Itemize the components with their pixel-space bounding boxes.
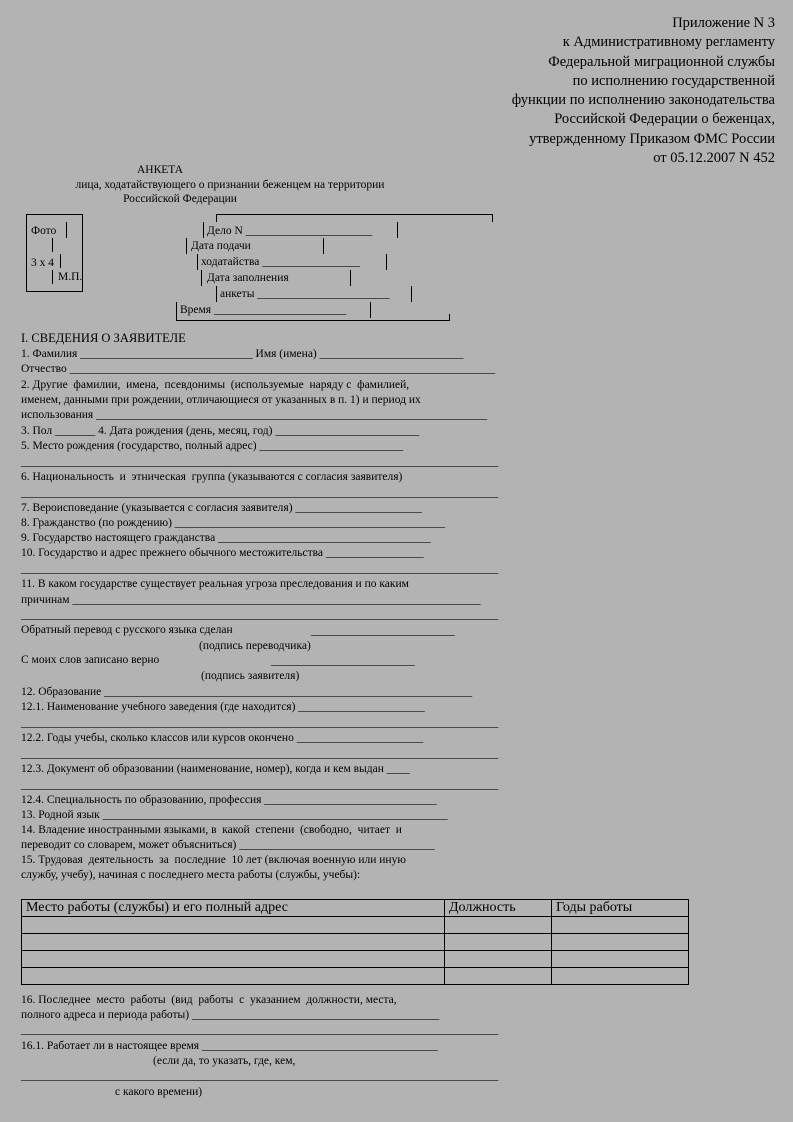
work-history-table [21, 899, 689, 985]
appendix-header [512, 14, 775, 168]
appendix-line: функции по исполнению законодательства [511, 92, 775, 109]
table-header-row [22, 900, 689, 917]
since-when-caption: с какого времени) [115, 1086, 203, 1098]
blank-line: ___________________________________________________________________________________ [21, 563, 499, 575]
table-cell[interactable] [445, 951, 552, 968]
column-header: Годы работы [552, 900, 689, 917]
table-cell[interactable] [22, 917, 445, 934]
former-residence-field: 10. Государство и адрес прежнего обычного местожительства _________________ [21, 547, 424, 559]
blank-line: ___________________________________________________________________________________ [21, 748, 499, 760]
appendix-line: от 05.12.2007 N 452 [653, 150, 775, 167]
native-language-field: 13. Родной язык ____________________________________________________________ [21, 809, 448, 821]
profession-field: 12.4. Специальность по образованию, профессия ______________________________ [21, 794, 437, 806]
form-text: 16. Последнее место работы (вид работы с указанием должности, места, [21, 994, 397, 1006]
appendix-line: Российской Федерации о беженцах, [554, 111, 775, 128]
photo-size: 3 x 4 [31, 257, 54, 269]
form-subtitle-2: Российской Федерации [123, 193, 237, 205]
blank-line: ___________________________________________________________________________________ [21, 779, 499, 791]
stamp-border [216, 214, 217, 222]
blank-line: ___________________________________________________________________________________ [21, 487, 499, 499]
citizenship-current-field: 9. Государство настоящего гражданства _____________________________________ [21, 532, 431, 544]
table-row [22, 968, 689, 985]
translator-signature-line: _________________________ [311, 625, 455, 637]
stamp-border-bottom [176, 320, 450, 321]
stamp-border [216, 286, 217, 302]
surname-name-field: 1. Фамилия ______________________________ Имя (имена) _________________________ [21, 348, 464, 360]
form-title: АНКЕТА [136, 164, 184, 176]
table-cell[interactable] [445, 934, 552, 951]
recorded-label: С моих слов записано верно [21, 654, 160, 666]
blank-line: ___________________________________________________________________________________ [21, 1024, 499, 1036]
currently-working-caption: (если да, то указать, где, кем, [153, 1055, 296, 1067]
photo-divider [52, 270, 53, 284]
applicant-signature-caption: (подпись заявителя) [201, 670, 300, 682]
date-filed-label: Дата подачи [191, 240, 251, 252]
table-cell[interactable] [552, 968, 689, 985]
date-filled-label: Дата заполнения [207, 272, 289, 284]
column-header: Место работы (службы) и его полный адрес [22, 900, 445, 917]
column-header: Должность [445, 900, 552, 917]
table-cell[interactable] [22, 968, 445, 985]
applicant-signature-line: _________________________ [271, 655, 415, 667]
petition-date-field: ходатайства _________________ [201, 256, 360, 268]
currently-working-field: 16.1. Работает ли в настоящее время _________________________________________ [21, 1040, 438, 1052]
patronymic-field: Отчество __________________________________________________________________________ [21, 363, 496, 375]
education-field: 12. Образование ________________________________________________________________ [21, 686, 473, 698]
appendix-line: по исполнению государственной [572, 72, 775, 89]
case-number-field: Дело N ______________________ [207, 225, 373, 237]
photo-label: Фото [31, 225, 57, 237]
table-cell[interactable] [552, 934, 689, 951]
stamp-border [197, 254, 198, 270]
table-cell[interactable] [22, 934, 445, 951]
stamp-border [397, 222, 398, 238]
photo-divider [52, 238, 53, 252]
stamp-place-label: М.П. [58, 271, 83, 283]
appendix-line: Приложение N 3 [672, 15, 775, 31]
photo-divider [66, 222, 67, 238]
appendix-line: к Административному регламенту [562, 34, 775, 51]
sex-birthdate-field: 3. Пол _______ 4. Дата рождения (день, месяц, год) _________________________ [21, 425, 420, 437]
blank-line: ___________________________________________________________________________________ [21, 717, 499, 729]
section-title: I. СВЕДЕНИЯ О ЗАЯВИТЕЛЕ [21, 331, 186, 345]
photo-divider [60, 254, 61, 268]
stamp-border [370, 302, 371, 318]
table-cell[interactable] [445, 917, 552, 934]
stamp-border [492, 214, 493, 222]
nationality-field: 6. Национальность и этническая группа (указываются с согласия заявителя) [21, 471, 403, 483]
study-years-field: 12.2. Годы учебы, сколько классов или курсов окончено ______________________ [21, 732, 424, 744]
stamp-border [203, 222, 204, 238]
translator-signature-caption: (подпись переводчика) [199, 640, 311, 652]
education-document-field: 12.3. Документ об образовании (наименование, номер), когда и кем выдан ____ [21, 763, 410, 775]
other-names-field: использования ____________________________________________________________________ [21, 409, 488, 421]
form-text: 15. Трудовая деятельность за последние 10 лет (включая военную или иную [21, 854, 406, 866]
stamp-border [411, 286, 412, 302]
form-subtitle-1: лица, ходатайствующего о признании беженцем на территории [75, 179, 385, 191]
table-cell[interactable] [445, 968, 552, 985]
stamp-border [386, 254, 387, 270]
stamp-border [350, 270, 351, 286]
blank-line: ___________________________________________________________________________________ [21, 1070, 499, 1082]
stamp-border [176, 302, 177, 320]
stamp-border-top [216, 214, 493, 215]
form-text: 2. Другие фамилии, имена, псевдонимы (используемые наряду с фамилией, [21, 379, 410, 391]
time-field: Время _______________________ [180, 304, 347, 316]
stamp-border [186, 238, 187, 254]
table-row [22, 917, 689, 934]
table-cell[interactable] [22, 951, 445, 968]
form-text: 14. Владение иностранными языками, в какой степени (свободно, читает и [21, 824, 402, 836]
birthplace-field: 5. Место рождения (государство, полный адрес) _________________________ [21, 440, 404, 452]
stamp-border [323, 238, 324, 254]
form-text: именем, данными при рождении, отличающиеся от указанных в п. 1) и период их [21, 394, 421, 406]
translation-label: Обратный перевод с русского языка сделан [21, 624, 233, 636]
stamp-border [449, 314, 450, 321]
table-row [22, 951, 689, 968]
form-text: 11. В каком государстве существует реальная угроза преследования и по каким [21, 578, 409, 590]
form-date-field: анкеты _______________________ [220, 288, 390, 300]
school-name-field: 12.1. Наименование учебного заведения (где находится) ______________________ [21, 701, 425, 713]
last-job-field: полного адреса и периода работы) ___________________________________________ [21, 1009, 440, 1021]
appendix-line: утвержденному Приказом ФМС России [529, 130, 775, 147]
citizenship-birth-field: 8. Гражданство (по рождению) _______________________________________________ [21, 517, 446, 529]
blank-line: ___________________________________________________________________________________ [21, 456, 499, 468]
appendix-line: Федеральной миграционной службы [548, 53, 775, 70]
foreign-languages-field: переводит со словарем, может объясниться) __________________________________ [21, 839, 435, 851]
table-cell[interactable] [552, 917, 689, 934]
persecution-reasons-field: причинам _______________________________________________________________________ [21, 594, 481, 606]
stamp-border [201, 270, 202, 286]
table-row [22, 934, 689, 951]
form-text: службу, учебу), начиная с последнего места работы (службы, учебы): [21, 869, 361, 881]
blank-line: ___________________________________________________________________________________ [21, 609, 499, 621]
religion-field: 7. Вероисповедание (указывается с согласия заявителя) ______________________ [21, 502, 422, 514]
table-cell[interactable] [552, 951, 689, 968]
